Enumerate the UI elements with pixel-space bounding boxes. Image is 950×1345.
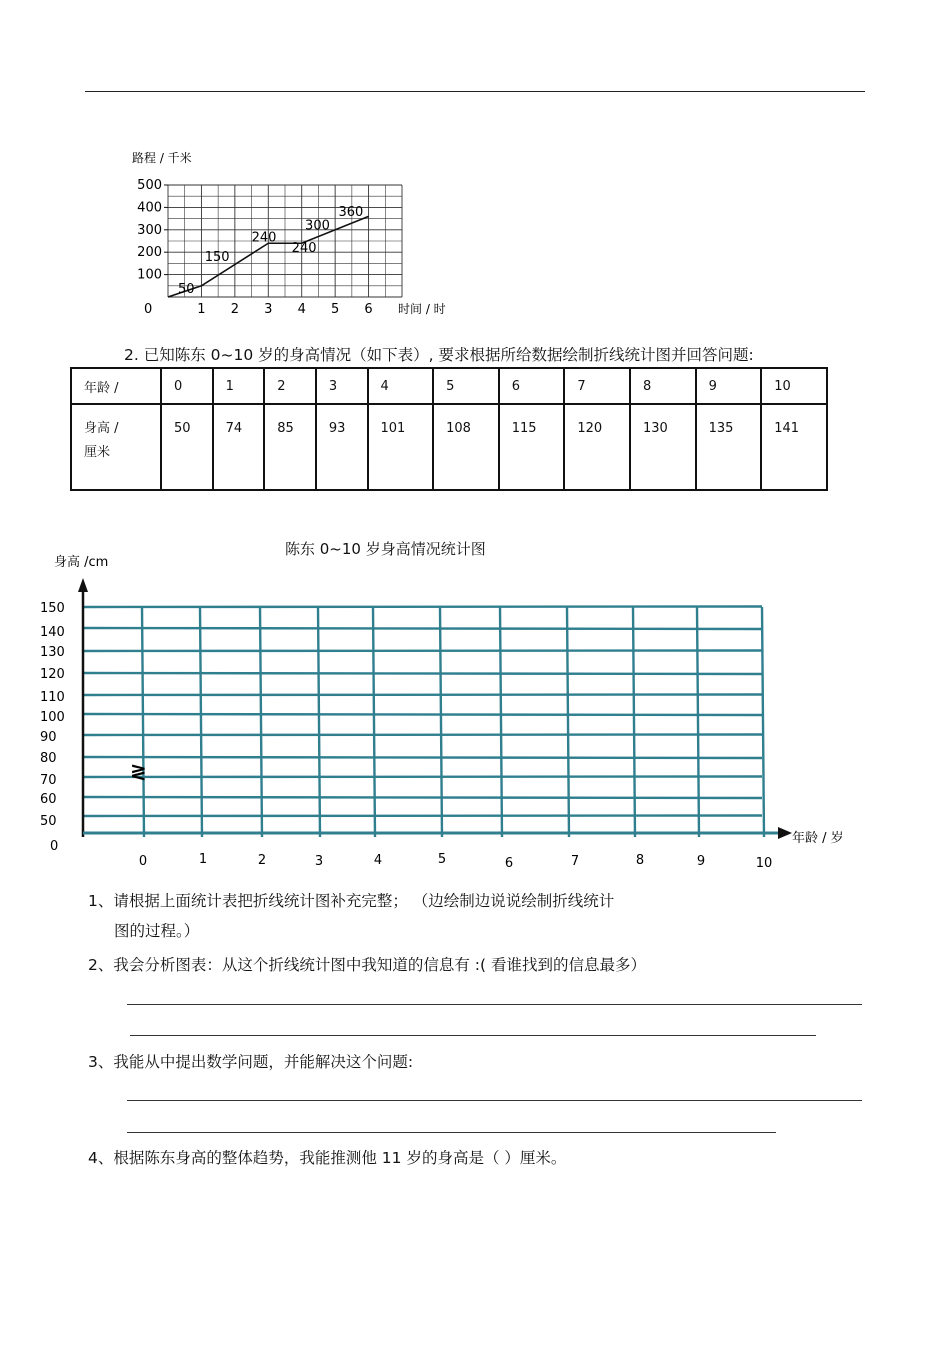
chart1-data-label: 300 (305, 218, 330, 234)
chart2-gridline-h (82, 816, 762, 817)
chart2-y-axis-label: 身高 /cm (54, 555, 109, 570)
age-cell: 4 (368, 368, 434, 404)
chart2-gridline-h (82, 757, 762, 758)
age-cell: 6 (499, 368, 565, 404)
height-header-line1: 身高 / (84, 421, 119, 436)
chart2-gridline-h (82, 695, 762, 696)
chart2-gridline-v (500, 607, 502, 837)
age-cell: 8 (630, 368, 696, 404)
chart2-x-tick-label: 0 (138, 854, 148, 869)
chart1-data-label: 50 (178, 282, 195, 297)
chart2-gridline-h (82, 735, 762, 736)
height-grid-chart[interactable] (40, 550, 870, 875)
table-row-age (71, 368, 827, 404)
age-cell: 5 (433, 368, 499, 404)
chart2-y-tick-label: 80 (40, 751, 57, 766)
header-rule (85, 91, 865, 92)
chart2-x-tick-label: 1 (198, 852, 208, 867)
chart2-gridline-h (82, 714, 762, 715)
chart2-y-tick-label: 130 (40, 645, 65, 660)
question-3: 3、我能从中提出数学问题，并能解决这个问题: (88, 1053, 414, 1071)
age-cell: 2 (264, 368, 316, 404)
chart1-y-tick-label: 300 (137, 222, 162, 238)
chart2-origin-label: 0 (50, 839, 59, 854)
chart2-y-tick-label: 70 (40, 773, 57, 788)
height-header (71, 404, 161, 490)
question-intro: 2. 已知陈东 0~10 岁的身高情况（如下表）, 要求根据所给数据绘制折线统计图并回答问题: (124, 346, 754, 364)
height-cell: 130 (630, 404, 696, 490)
table-row-height (71, 404, 827, 490)
chart1-data-label: 360 (338, 204, 364, 220)
question-1 (88, 889, 614, 941)
chart2-y-arrow-icon (78, 578, 88, 592)
chart2-gridline-h (82, 607, 762, 608)
chart2-y-tick-label: 60 (40, 792, 57, 807)
chart2-gridline-v (260, 607, 262, 837)
chart2-gridline-v (200, 607, 202, 837)
chart2-x-tick-label: 8 (635, 853, 645, 868)
age-cell: 3 (316, 368, 368, 404)
height-cell: 141 (761, 404, 827, 490)
chart2-gridline-v (762, 607, 764, 837)
chart2-y-tick-label: 140 (40, 625, 65, 640)
chart2-gridline-h (82, 628, 762, 629)
height-cell: 120 (564, 404, 630, 490)
chart1-x-tick-label: 4 (297, 302, 306, 317)
axis-break-icon: ≷ (130, 759, 147, 783)
chart2-gridline-v (633, 607, 635, 837)
age-cell: 10 (761, 368, 827, 404)
height-cell: 50 (161, 404, 213, 490)
age-cell: 9 (696, 368, 762, 404)
chart2-x-tick-label: 7 (570, 854, 580, 869)
chart2-gridline-h (82, 651, 762, 652)
chart2-x-tick-label: 9 (696, 854, 706, 869)
question-1-continuation: 图的过程。） (114, 922, 200, 940)
chart1-y-axis-label: 路程 / 千米 (132, 151, 192, 165)
chart1-y-tick-label: 500 (137, 178, 162, 193)
chart1-x-tick-label: 5 (331, 302, 340, 317)
question-4[interactable]: 4、根据陈东身高的整体趋势，我能推测他 11 岁的身高是（ ）厘米。 (88, 1149, 567, 1167)
chart2-title: 陈东 0~10 岁身高情况统计图 (285, 540, 486, 558)
chart2-y-tick-label: 120 (40, 667, 65, 682)
chart2-x-tick-label: 6 (504, 856, 514, 871)
chart1-y-tick-label: 100 (137, 267, 162, 283)
answer-line-3b[interactable] (127, 1132, 776, 1133)
chart1-data-label: 240 (291, 241, 317, 257)
chart1-x-tick-label: 1 (197, 302, 206, 317)
chart2-x-tick-label: 2 (257, 853, 267, 868)
chart1-y-tick-label: 400 (137, 200, 162, 216)
age-cell: 7 (564, 368, 630, 404)
chart2-gridline-v (567, 607, 569, 837)
chart2-y-tick-label: 150 (40, 601, 65, 616)
height-cell: 108 (433, 404, 499, 490)
chart2-gridline-v (373, 607, 375, 837)
chart1-x-tick-label: 3 (264, 302, 273, 317)
chart2-y-tick-label: 110 (40, 690, 65, 705)
chart2-gridline-h (82, 673, 762, 674)
answer-line-2a[interactable] (127, 1004, 862, 1005)
chart2-x-axis-label: 年龄 / 岁 (792, 831, 844, 846)
chart2-x-arrow-icon (778, 827, 792, 839)
chart2-y-tick-label: 50 (40, 814, 57, 829)
chart2-gridline-h (82, 777, 762, 778)
question-2: 2、我会分析图表：从这个折线统计图中我知道的信息有 :( 看谁找到的信息最多） (88, 956, 646, 974)
chart2-gridline-h (82, 797, 762, 798)
height-header-line2: 厘米 (84, 445, 111, 460)
chart1-data-label: 150 (204, 250, 230, 266)
chart1-y-tick-label: 200 (137, 245, 162, 261)
height-cell: 85 (264, 404, 316, 490)
chart2-y-tick-label: 100 (40, 710, 65, 725)
chart1-origin-label: 0 (144, 302, 153, 317)
height-cell: 115 (499, 404, 565, 490)
height-cell: 101 (368, 404, 434, 490)
chart2-x-tick-label: 4 (373, 853, 383, 868)
chart1-x-tick-label: 2 (230, 302, 239, 317)
chart2-gridline-v (697, 607, 699, 837)
height-cell: 93 (316, 404, 368, 490)
chart2-x-tick-label: 5 (437, 852, 447, 867)
height-cell: 74 (213, 404, 265, 490)
chart2-x-tick-label: 3 (314, 854, 324, 869)
age-cell: 1 (213, 368, 265, 404)
age-cell: 0 (161, 368, 213, 404)
answer-line-3a[interactable] (127, 1100, 862, 1101)
height-table (70, 367, 828, 491)
height-cell: 135 (696, 404, 762, 490)
chart1-x-axis-label: 时间 / 时 (398, 302, 446, 316)
distance-time-chart (120, 145, 480, 325)
chart2-gridline-v (318, 607, 320, 837)
answer-line-2b[interactable] (130, 1035, 816, 1036)
chart2-gridline-v (440, 607, 442, 837)
age-header: 年龄 / (71, 368, 161, 404)
question-1-text: 1、请根据上面统计表把折线统计图补充完整； （边绘制边说说绘制折线统计 (88, 892, 615, 910)
chart1-data-label: 240 (251, 230, 277, 246)
chart2-x-tick-label: 10 (755, 856, 773, 871)
chart1-x-tick-label: 6 (364, 302, 373, 317)
chart2-gridline-v (142, 607, 144, 837)
chart2-y-tick-label: 90 (40, 730, 57, 745)
